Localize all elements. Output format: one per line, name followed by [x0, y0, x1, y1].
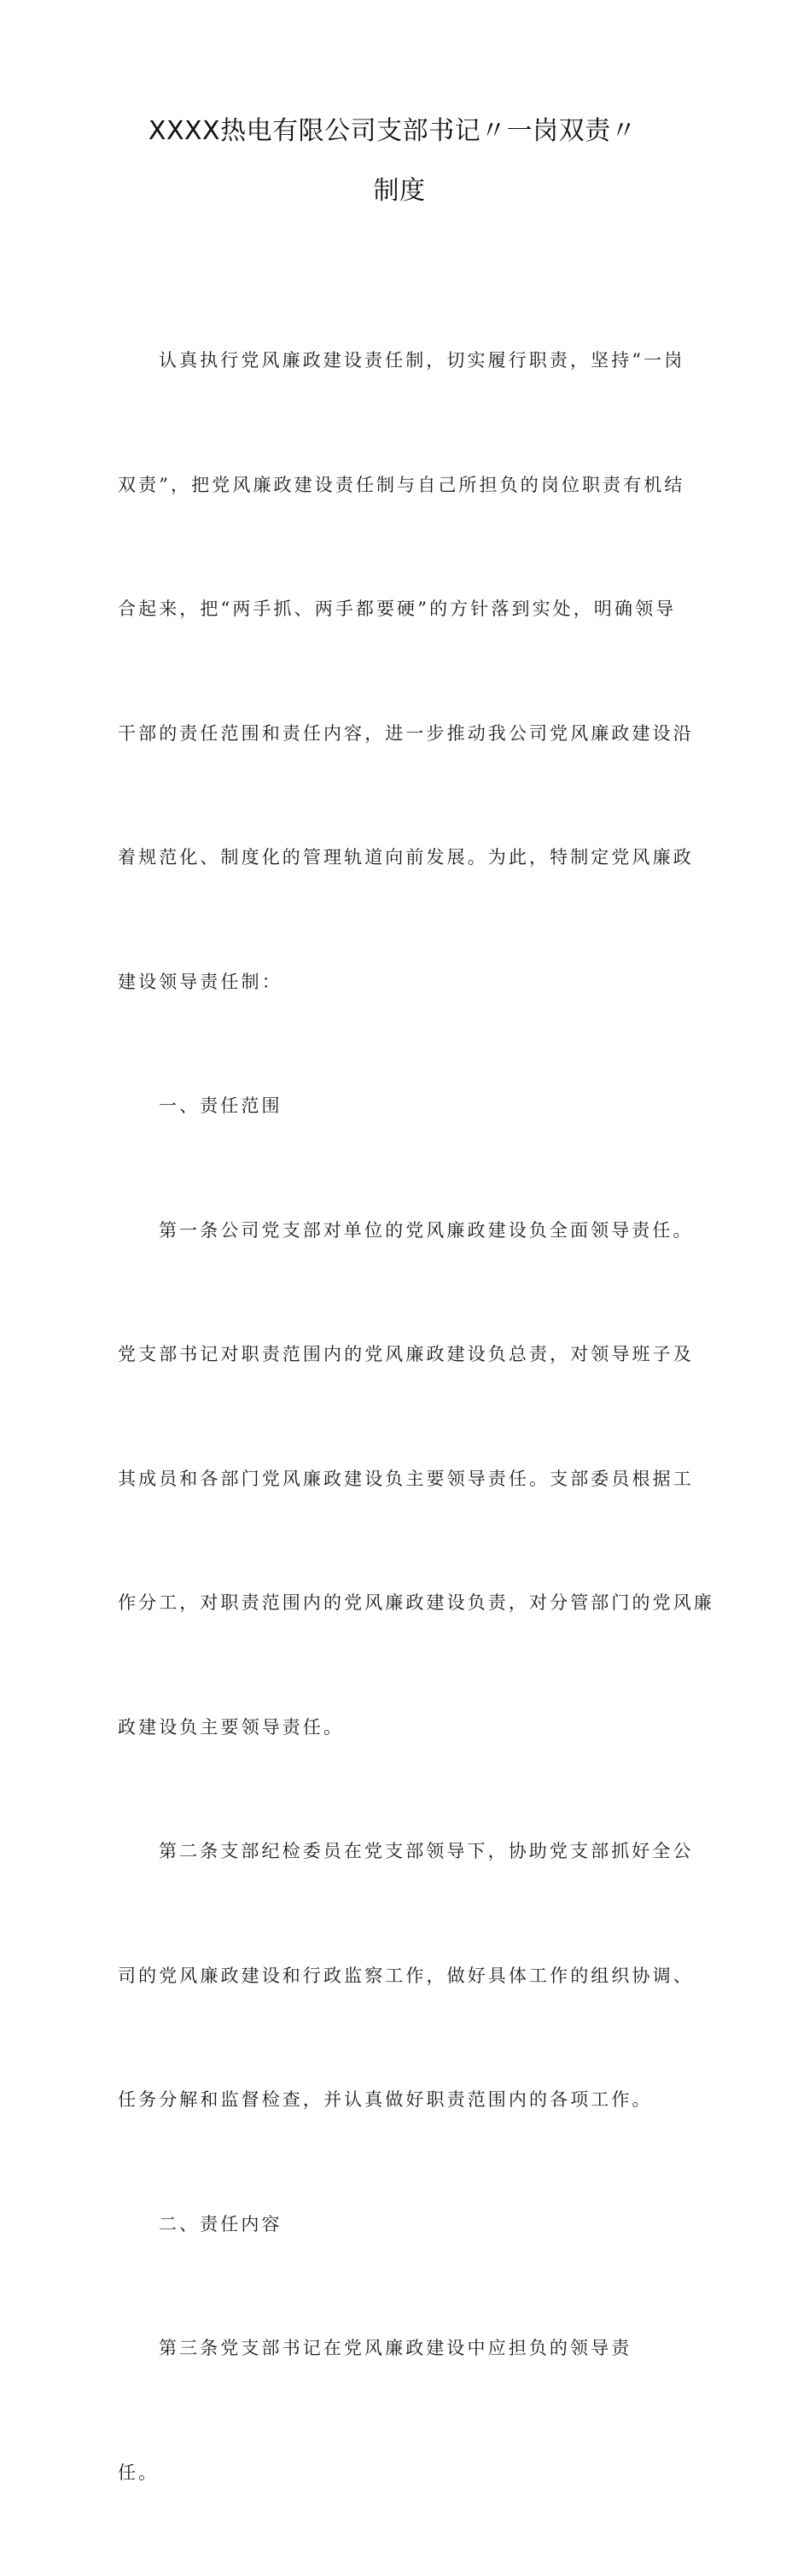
document-body: [118, 257, 714, 2576]
body-line: 干部的责任范围和责任内容，进一步推动我公司党风廉政建设沿: [118, 722, 694, 744]
body-line: 第三条党支部书记在党风廉政建设中应担负的领导责: [159, 2338, 632, 2358]
body-line: 党支部书记对职责范围内的党风廉政建设负总责，对领导班子及: [118, 1344, 694, 1364]
body-line: 作分工，对职责范围内的党风廉政建设负责，对分管部门的党风廉: [118, 1592, 714, 1613]
body-line: 其成员和各部门党风廉政建设负主要领导责任。支部委员根据工: [118, 1468, 694, 1489]
body-line: 司的党风廉政建设和行政监察工作，做好具体工作的组织协调、: [118, 1965, 694, 1986]
body-line: 第二条支部纪检委员在党支部领导下，协助党支部抓好全公: [159, 1841, 694, 1861]
body-line: 认真执行党风廉政建设责任制，切实履行职责，坚持“一岗: [159, 350, 685, 371]
body-line: 着规范化、制度化的管理轨道向前发展。为此，特制定党风廉政: [118, 847, 694, 867]
body-line: 任务分解和监督检查，并认真做好职责范围内的各项工作。: [118, 2089, 653, 2110]
body-line: 任。: [118, 2462, 160, 2483]
document-title-line-2: 制度: [373, 176, 426, 206]
body-line: 合起来，把“两手抓、两手都要硬”的方针落到实处，明确领导: [118, 599, 677, 619]
body-line: 建设领导责任制：: [118, 971, 282, 992]
section-heading-responsibility-scope: 一、责任范围: [159, 1095, 282, 1116]
body-line: 双责”，把党风廉政建设责任制与自己所担负的岗位职责有机结: [118, 474, 685, 495]
document-title-line-1: XXXX热电有限公司支部书记〃一岗双责〃: [148, 116, 638, 146]
body-line: 第一条公司党支部对单位的党风廉政建设负全面领导责任。: [159, 1219, 694, 1241]
section-heading-responsibility-content: 二、责任内容: [159, 2213, 282, 2234]
body-line: 政建设负主要领导责任。: [118, 1716, 345, 1738]
